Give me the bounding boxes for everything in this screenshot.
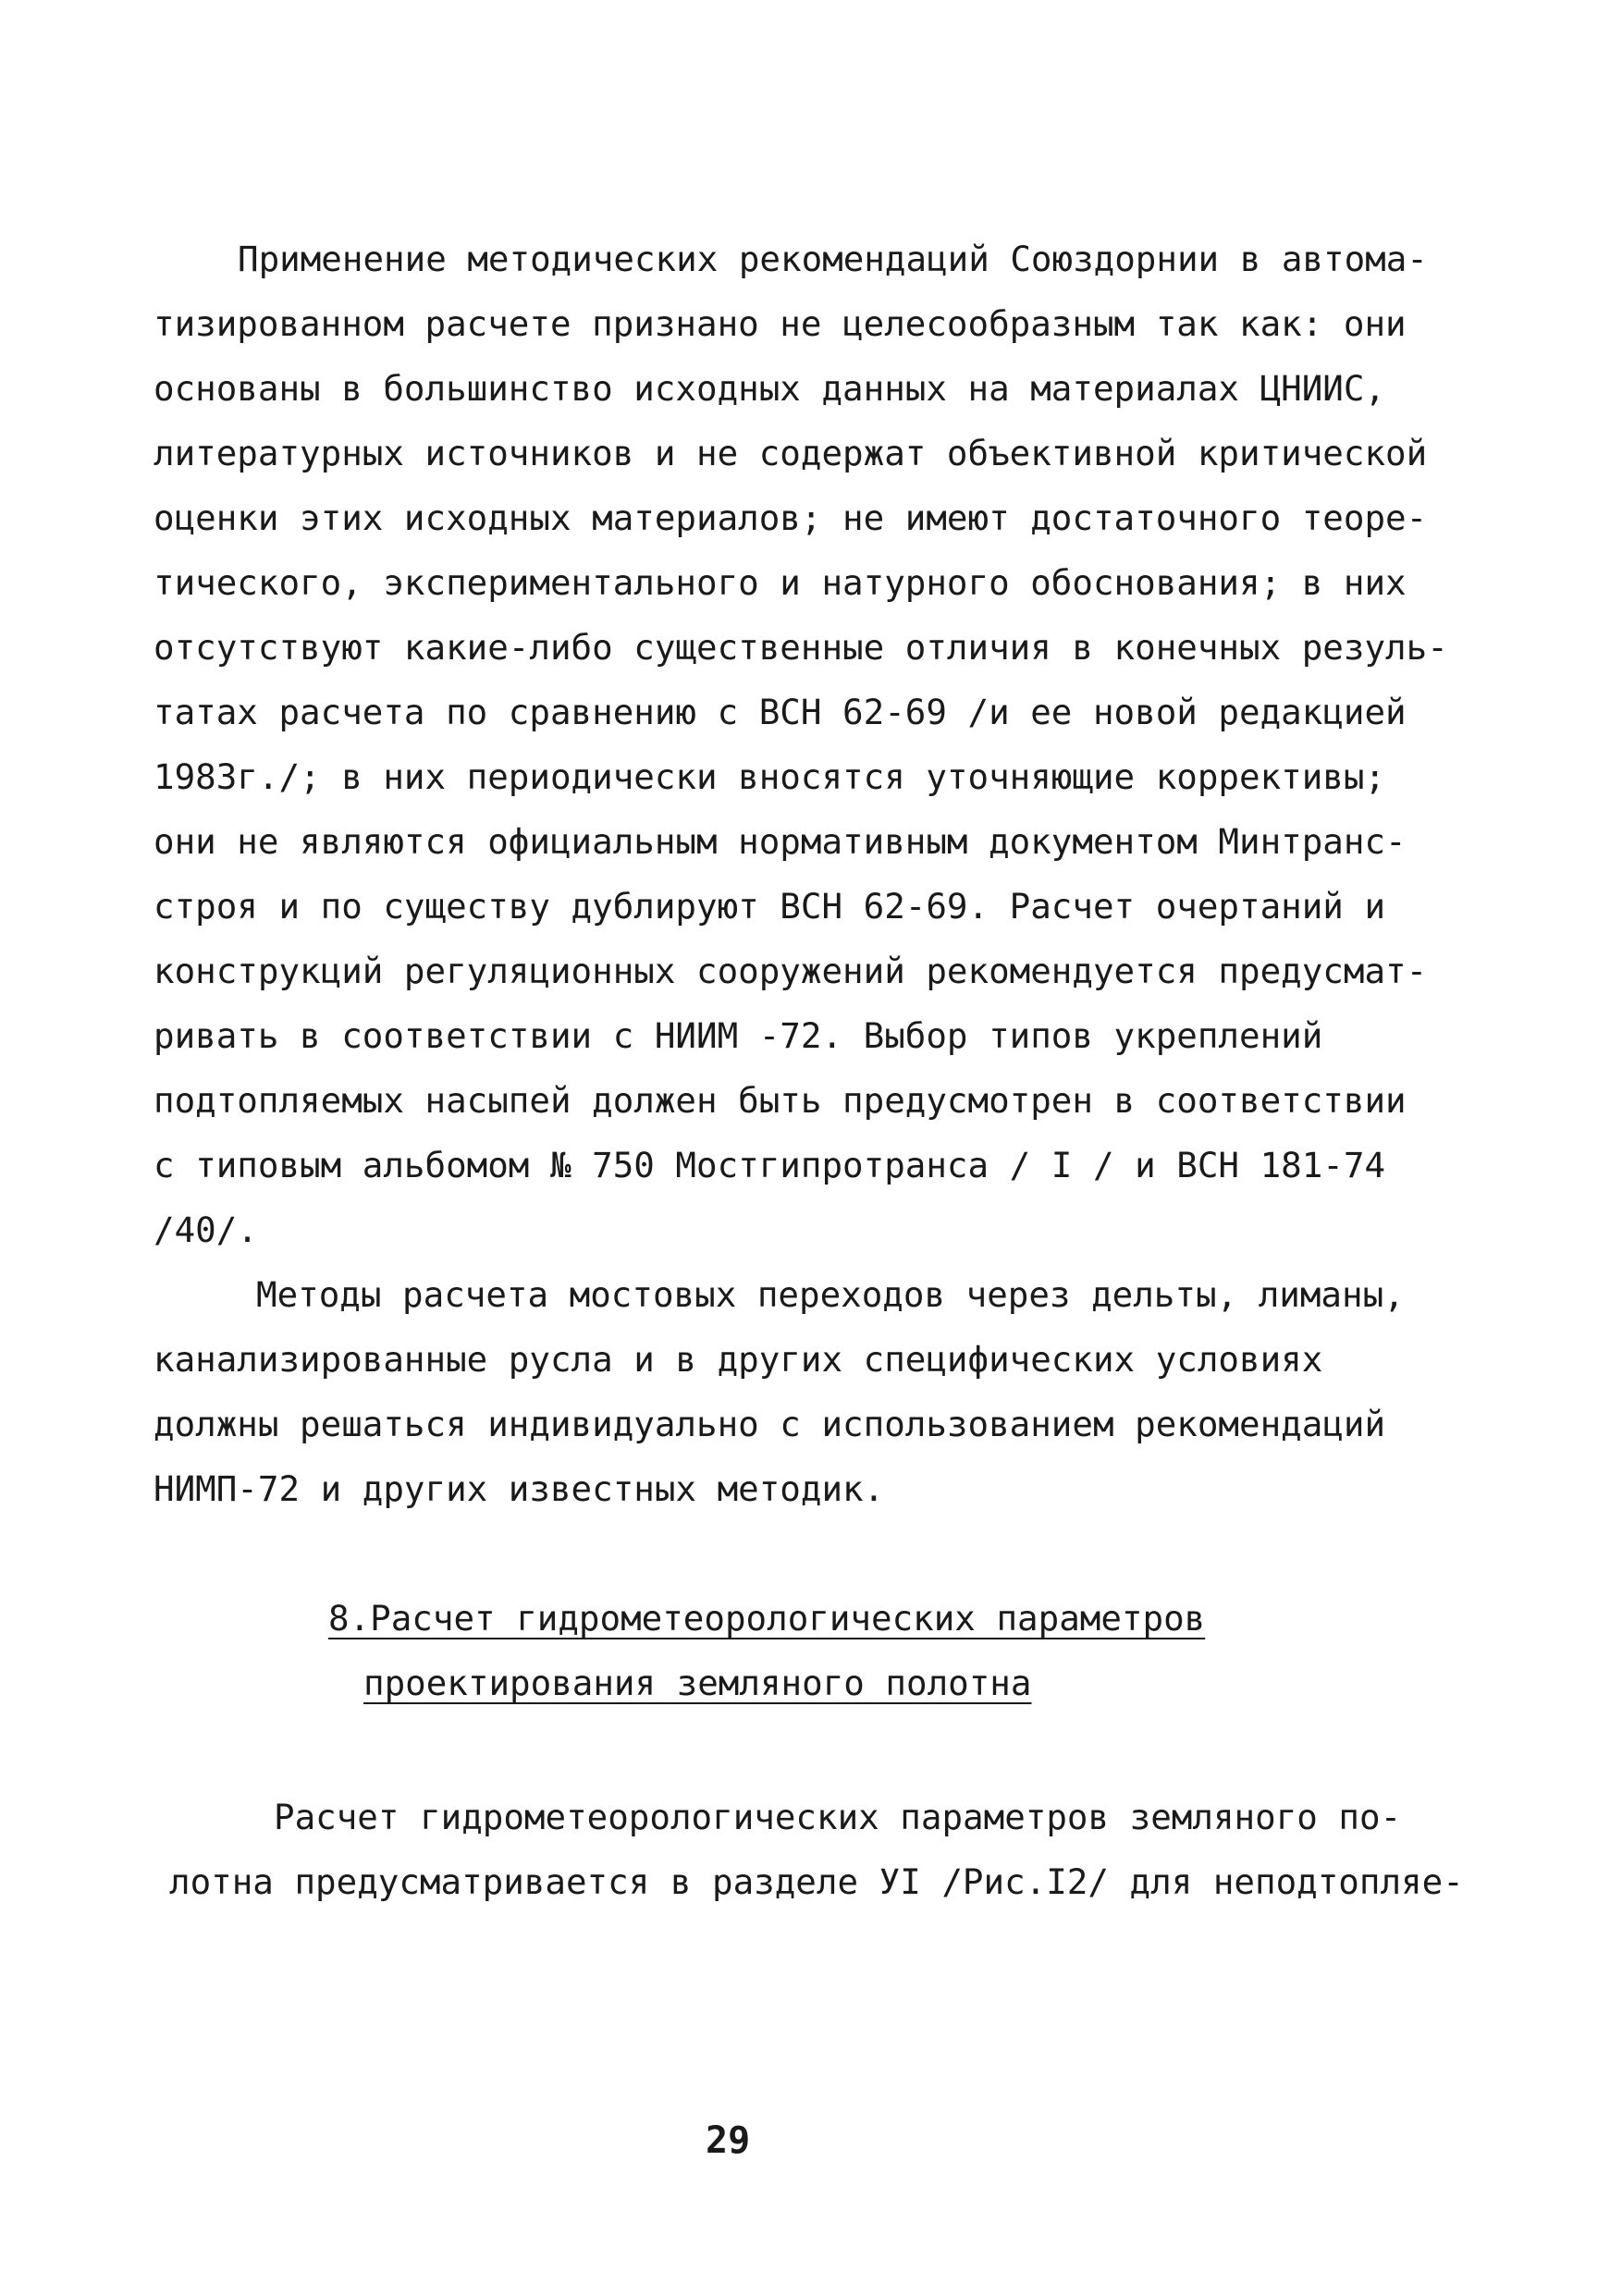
text-line: с типовым альбомом № 750 Мостгипротранса / I / и ВСН 181-74 bbox=[154, 1145, 1386, 1185]
text-line: они не являются официальным нормативным документом Минтранс- bbox=[154, 821, 1407, 862]
text-line: /40/. bbox=[154, 1209, 258, 1250]
text-line: лотна предусматривается в разделе УI /Рис.I2/ для неподтопляе- bbox=[169, 1861, 1464, 1902]
text-line: должны решаться индивидуально с использованием рекомендаций bbox=[154, 1404, 1386, 1444]
text-line: конструкций регуляционных сооружений рекомендуется предусмат- bbox=[154, 951, 1428, 991]
text-line: подтопляемых насыпей должен быть предусмотрен в соответствии bbox=[154, 1080, 1407, 1121]
text-line: литературных источников и не содержат объективной критической bbox=[154, 433, 1428, 473]
text-line: тизированном расчете признано не целесообразным так как: они bbox=[154, 303, 1407, 344]
text-line: 1983г./; в них периодически вносятся уточняющие коррективы; bbox=[154, 756, 1386, 797]
text-line: Применение методических рекомендаций Союздорнии в автома- bbox=[238, 239, 1428, 279]
text-line: татах расчета по сравнению с ВСН 62-69 /и ее новой редакцией bbox=[154, 692, 1407, 732]
text-line: ривать в соответствии с НИИМ -72. Выбор типов укреплений bbox=[154, 1015, 1323, 1056]
text-line: тического, экспериментального и натурного обоснования; в них bbox=[154, 562, 1407, 603]
section-heading-line-2: проектирования земляного полотна bbox=[363, 1663, 1032, 1703]
text-line: Расчет гидрометеорологических параметров земляного по- bbox=[274, 1797, 1402, 1837]
text-line: оценки этих исходных материалов; не имеют достаточного теоре- bbox=[154, 497, 1428, 538]
text-line: Методы расчета мостовых переходов через дельты, лиманы, bbox=[256, 1274, 1405, 1315]
text-line: отсутствуют какие-либо существенные отличия в конечных резуль- bbox=[154, 627, 1448, 668]
text-line: основаны в большинство исходных данных на материалах ЦНИИС, bbox=[154, 368, 1386, 409]
text-line: НИМП-72 и других известных методик. bbox=[154, 1468, 885, 1509]
section-heading-line-1: 8.Расчет гидрометеорологических параметров bbox=[328, 1598, 1206, 1639]
text-line: строя и по существу дублируют ВСН 62-69. Расчет очертаний и bbox=[154, 886, 1386, 927]
text-line: канализированные русла и в других специфических условиях bbox=[154, 1339, 1323, 1380]
page-number: 29 bbox=[706, 2119, 751, 2162]
